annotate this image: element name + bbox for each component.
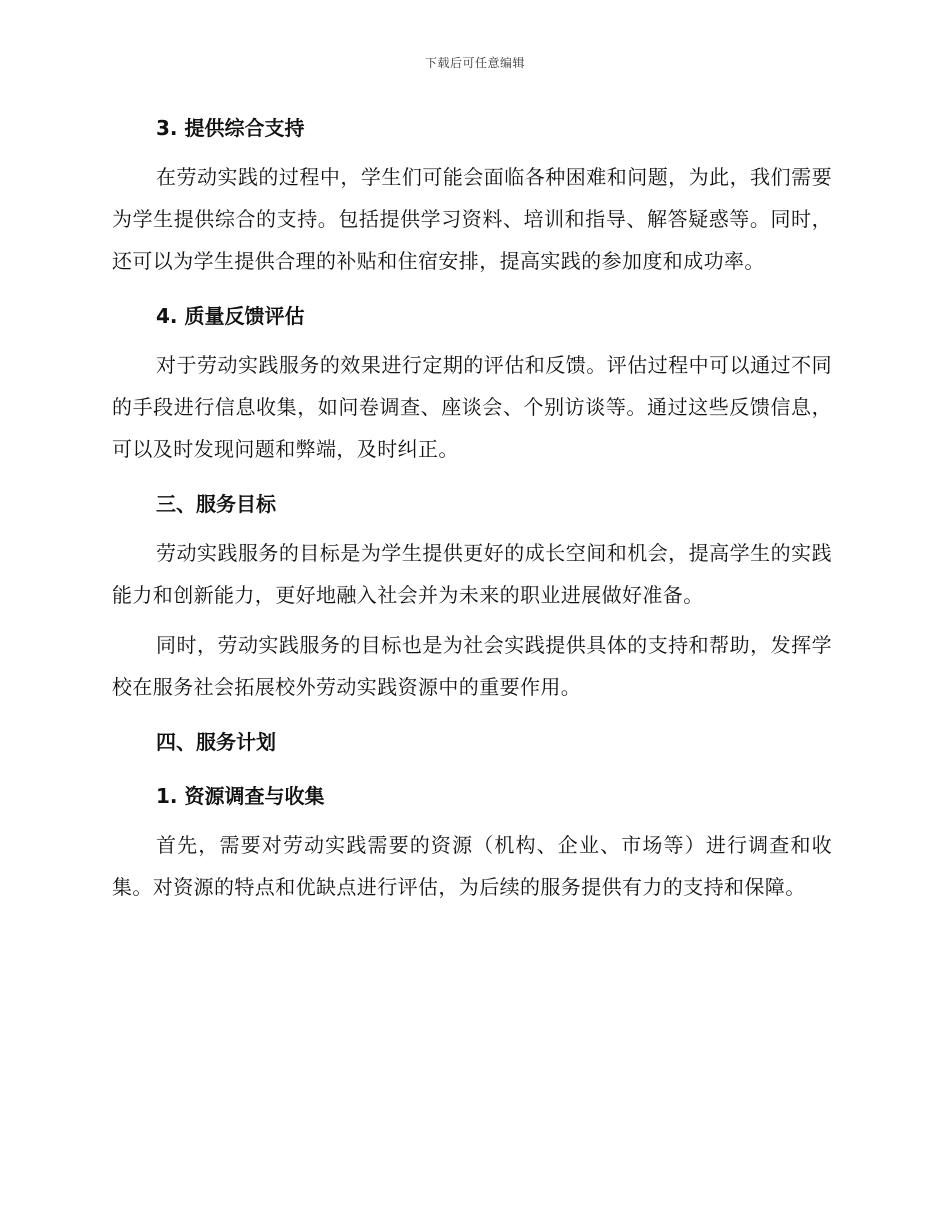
heading-resource-survey: 1. 资源调查与收集 bbox=[156, 784, 325, 808]
paragraph-resource-survey: 首先，需要对劳动实践需要的资源（机构、企业、市场等）进行调查和收集。对资源的特点和优缺点进行评估，为后续的服务提供有力的支持和保障。 bbox=[112, 833, 832, 899]
document-body bbox=[112, 108, 832, 908]
paragraph-quality-feedback: 对于劳动实践服务的效果进行定期的评估和反馈。评估过程中可以通过不同的手段进行信息收集，如问卷调查、座谈会、个别访谈等。通过这些反馈信息，可以及时发现问题和弊端，及时纠正。 bbox=[112, 353, 832, 461]
page-header-note: 下载后可任意编辑 bbox=[424, 56, 525, 70]
heading-service-plan: 四、服务计划 bbox=[156, 730, 276, 754]
paragraph-provide-support: 在劳动实践的过程中，学生们可能会面临各种困难和问题，为此，我们需要为学生提供综合的支持。包括提供学习资料、培训和指导、解答疑惑等。同时，还可以为学生提供合理的补贴和住宿安排，提高实践的参加度和成功率。 bbox=[112, 165, 832, 273]
heading-service-goals: 三、服务目标 bbox=[156, 492, 276, 516]
heading-provide-support: 3. 提供综合支持 bbox=[156, 116, 305, 140]
heading-quality-feedback: 4. 质量反馈评估 bbox=[156, 304, 305, 328]
paragraph-service-goals-1: 劳动实践服务的目标是为学生提供更好的成长空间和机会，提高学生的实践能力和创新能力，更好地融入社会并为未来的职业进展做好准备。 bbox=[112, 541, 832, 607]
paragraph-service-goals-2: 同时，劳动实践服务的目标也是为社会实践提供具体的支持和帮助，发挥学校在服务社会拓展校外劳动实践资源中的重要作用。 bbox=[112, 633, 832, 699]
